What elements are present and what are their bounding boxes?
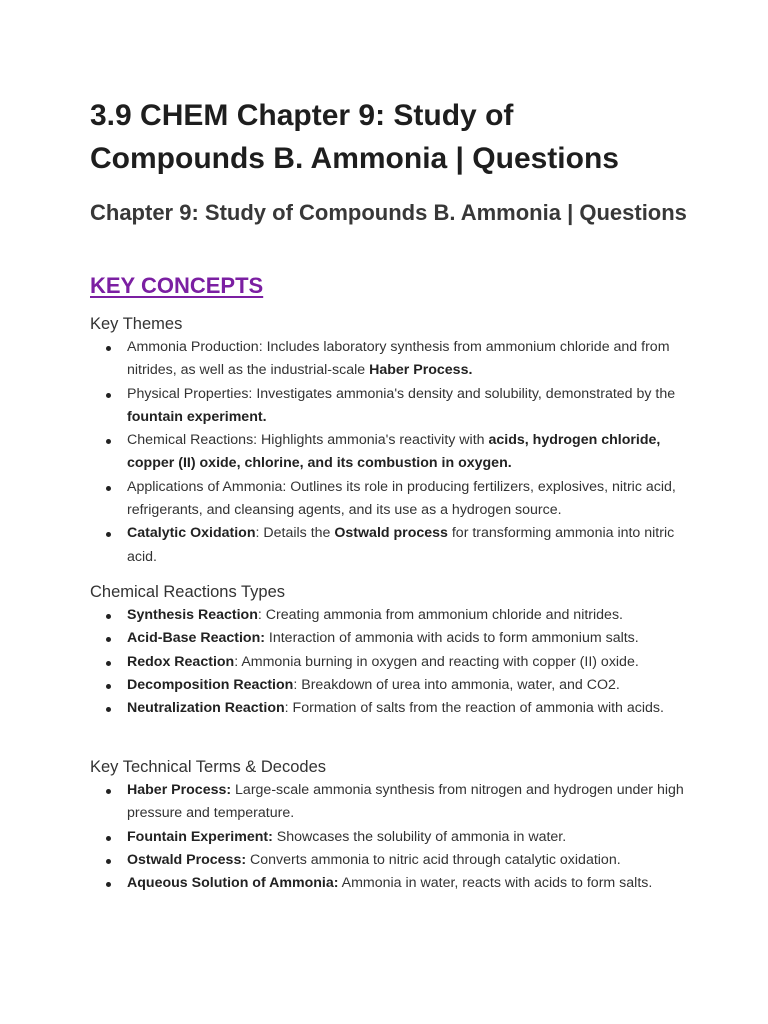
bullet-list bbox=[90, 779, 690, 895]
list-item bbox=[90, 476, 690, 523]
item-text: : Formation of salts from the reaction of ammonia with acids. bbox=[284, 700, 664, 717]
bullet-dot-icon bbox=[106, 346, 111, 351]
item-text-tail: for transforming ammonia into nitric acid. bbox=[127, 525, 675, 565]
item-emphasis: fountain experiment. bbox=[127, 408, 267, 425]
list-item bbox=[90, 627, 690, 650]
bullet-list bbox=[90, 336, 690, 569]
page-title: 3.9 CHEM Chapter 9: Study of Compounds B. Ammonia | Questions bbox=[90, 99, 619, 175]
item-lead: Acid-Base Reaction: bbox=[127, 630, 265, 647]
item-text: : Breakdown of urea into ammonia, water, and CO2. bbox=[293, 676, 620, 693]
item-emphasis: Haber Process. bbox=[369, 362, 473, 379]
list-item bbox=[90, 872, 690, 895]
item-lead: Catalytic Oxidation bbox=[127, 525, 256, 542]
item-text: Ammonia Production: Includes laboratory synthesis from ammonium chloride and from nitrides, as well as the industrial-scale bbox=[127, 339, 670, 379]
item-lead: Synthesis Reaction bbox=[127, 607, 258, 623]
item-text: Physical Properties: Investigates ammonia's density and solubility, demonstrated by the bbox=[127, 385, 676, 402]
list-item bbox=[90, 674, 690, 697]
section-key-technical-terms bbox=[90, 755, 690, 895]
item-emphasis: Ostwald process bbox=[334, 525, 448, 542]
bullet-dot-icon bbox=[106, 439, 111, 444]
key-concepts-link[interactable]: KEY CONCEPTS bbox=[90, 273, 264, 298]
bullet-dot-icon bbox=[106, 486, 111, 491]
bullet-dot-icon bbox=[106, 684, 111, 689]
item-text: Showcases the solubility of ammonia in water. bbox=[272, 828, 567, 845]
bullet-dot-icon bbox=[106, 532, 111, 537]
item-lead: Aqueous Solution of Ammonia: bbox=[127, 875, 339, 892]
item-lead: Haber Process: bbox=[127, 782, 232, 798]
item-text: : Creating ammonia from ammonium chloride and nitrides. bbox=[257, 607, 623, 623]
bullet-dot-icon bbox=[106, 393, 111, 398]
list-item bbox=[90, 849, 690, 872]
section-chemical-reactions-types bbox=[90, 580, 690, 720]
item-text: Applications of Ammonia: Outlines its role in producing fertilizers, explosives, nitric acid, refrigerants, and cleansing agents, and its use as a hydrogen source. bbox=[127, 478, 676, 519]
list-item bbox=[90, 429, 690, 476]
section-heading: Chemical Reactions Types bbox=[90, 583, 286, 601]
item-lead: Fountain Experiment: bbox=[127, 828, 273, 845]
section-heading: Key Themes bbox=[90, 315, 183, 333]
list-item bbox=[90, 697, 690, 720]
bullet-dot-icon bbox=[106, 859, 111, 864]
list-item bbox=[90, 651, 690, 674]
bullet-dot-icon bbox=[106, 789, 111, 794]
bullet-dot-icon bbox=[106, 661, 111, 666]
item-text: Converts ammonia to nitric acid through catalytic oxidation. bbox=[246, 851, 621, 868]
bullet-list bbox=[90, 604, 690, 720]
list-item bbox=[90, 336, 690, 383]
list-item bbox=[90, 522, 690, 569]
list-item bbox=[90, 779, 690, 826]
item-lead: Neutralization Reaction bbox=[127, 700, 285, 717]
list-item bbox=[90, 604, 690, 627]
bullet-dot-icon bbox=[106, 637, 111, 642]
section-key-themes bbox=[90, 312, 690, 569]
item-text: Interaction of ammonia with acids to form ammonium salts. bbox=[264, 630, 639, 647]
item-text: Large-scale ammonia synthesis from nitrogen and hydrogen under high pressure and temperature. bbox=[127, 782, 684, 822]
bullet-dot-icon bbox=[106, 836, 111, 841]
section-heading: Key Technical Terms & Decodes bbox=[90, 758, 327, 776]
item-lead: Decomposition Reaction bbox=[127, 676, 294, 693]
item-text: Ammonia in water, reacts with acids to form salts. bbox=[338, 875, 653, 892]
list-item bbox=[90, 383, 690, 430]
bullet-dot-icon bbox=[106, 707, 111, 712]
bullet-dot-icon bbox=[106, 614, 111, 619]
item-lead: Redox Reaction bbox=[127, 653, 235, 670]
bullet-dot-icon bbox=[106, 882, 111, 887]
item-text: : Ammonia burning in oxygen and reacting with copper (II) oxide. bbox=[234, 653, 639, 670]
item-text: Chemical Reactions: Highlights ammonia's reactivity with bbox=[127, 432, 489, 449]
item-emphasis: acids, hydrogen chloride, copper (II) oxide, chlorine, and its combustion in oxygen. bbox=[127, 432, 661, 472]
chapter-subtitle: Chapter 9: Study of Compounds B. Ammonia | Questions bbox=[90, 200, 687, 225]
item-text: : Details the bbox=[255, 525, 335, 542]
list-item bbox=[90, 826, 690, 849]
item-lead: Ostwald Process: bbox=[127, 851, 247, 868]
